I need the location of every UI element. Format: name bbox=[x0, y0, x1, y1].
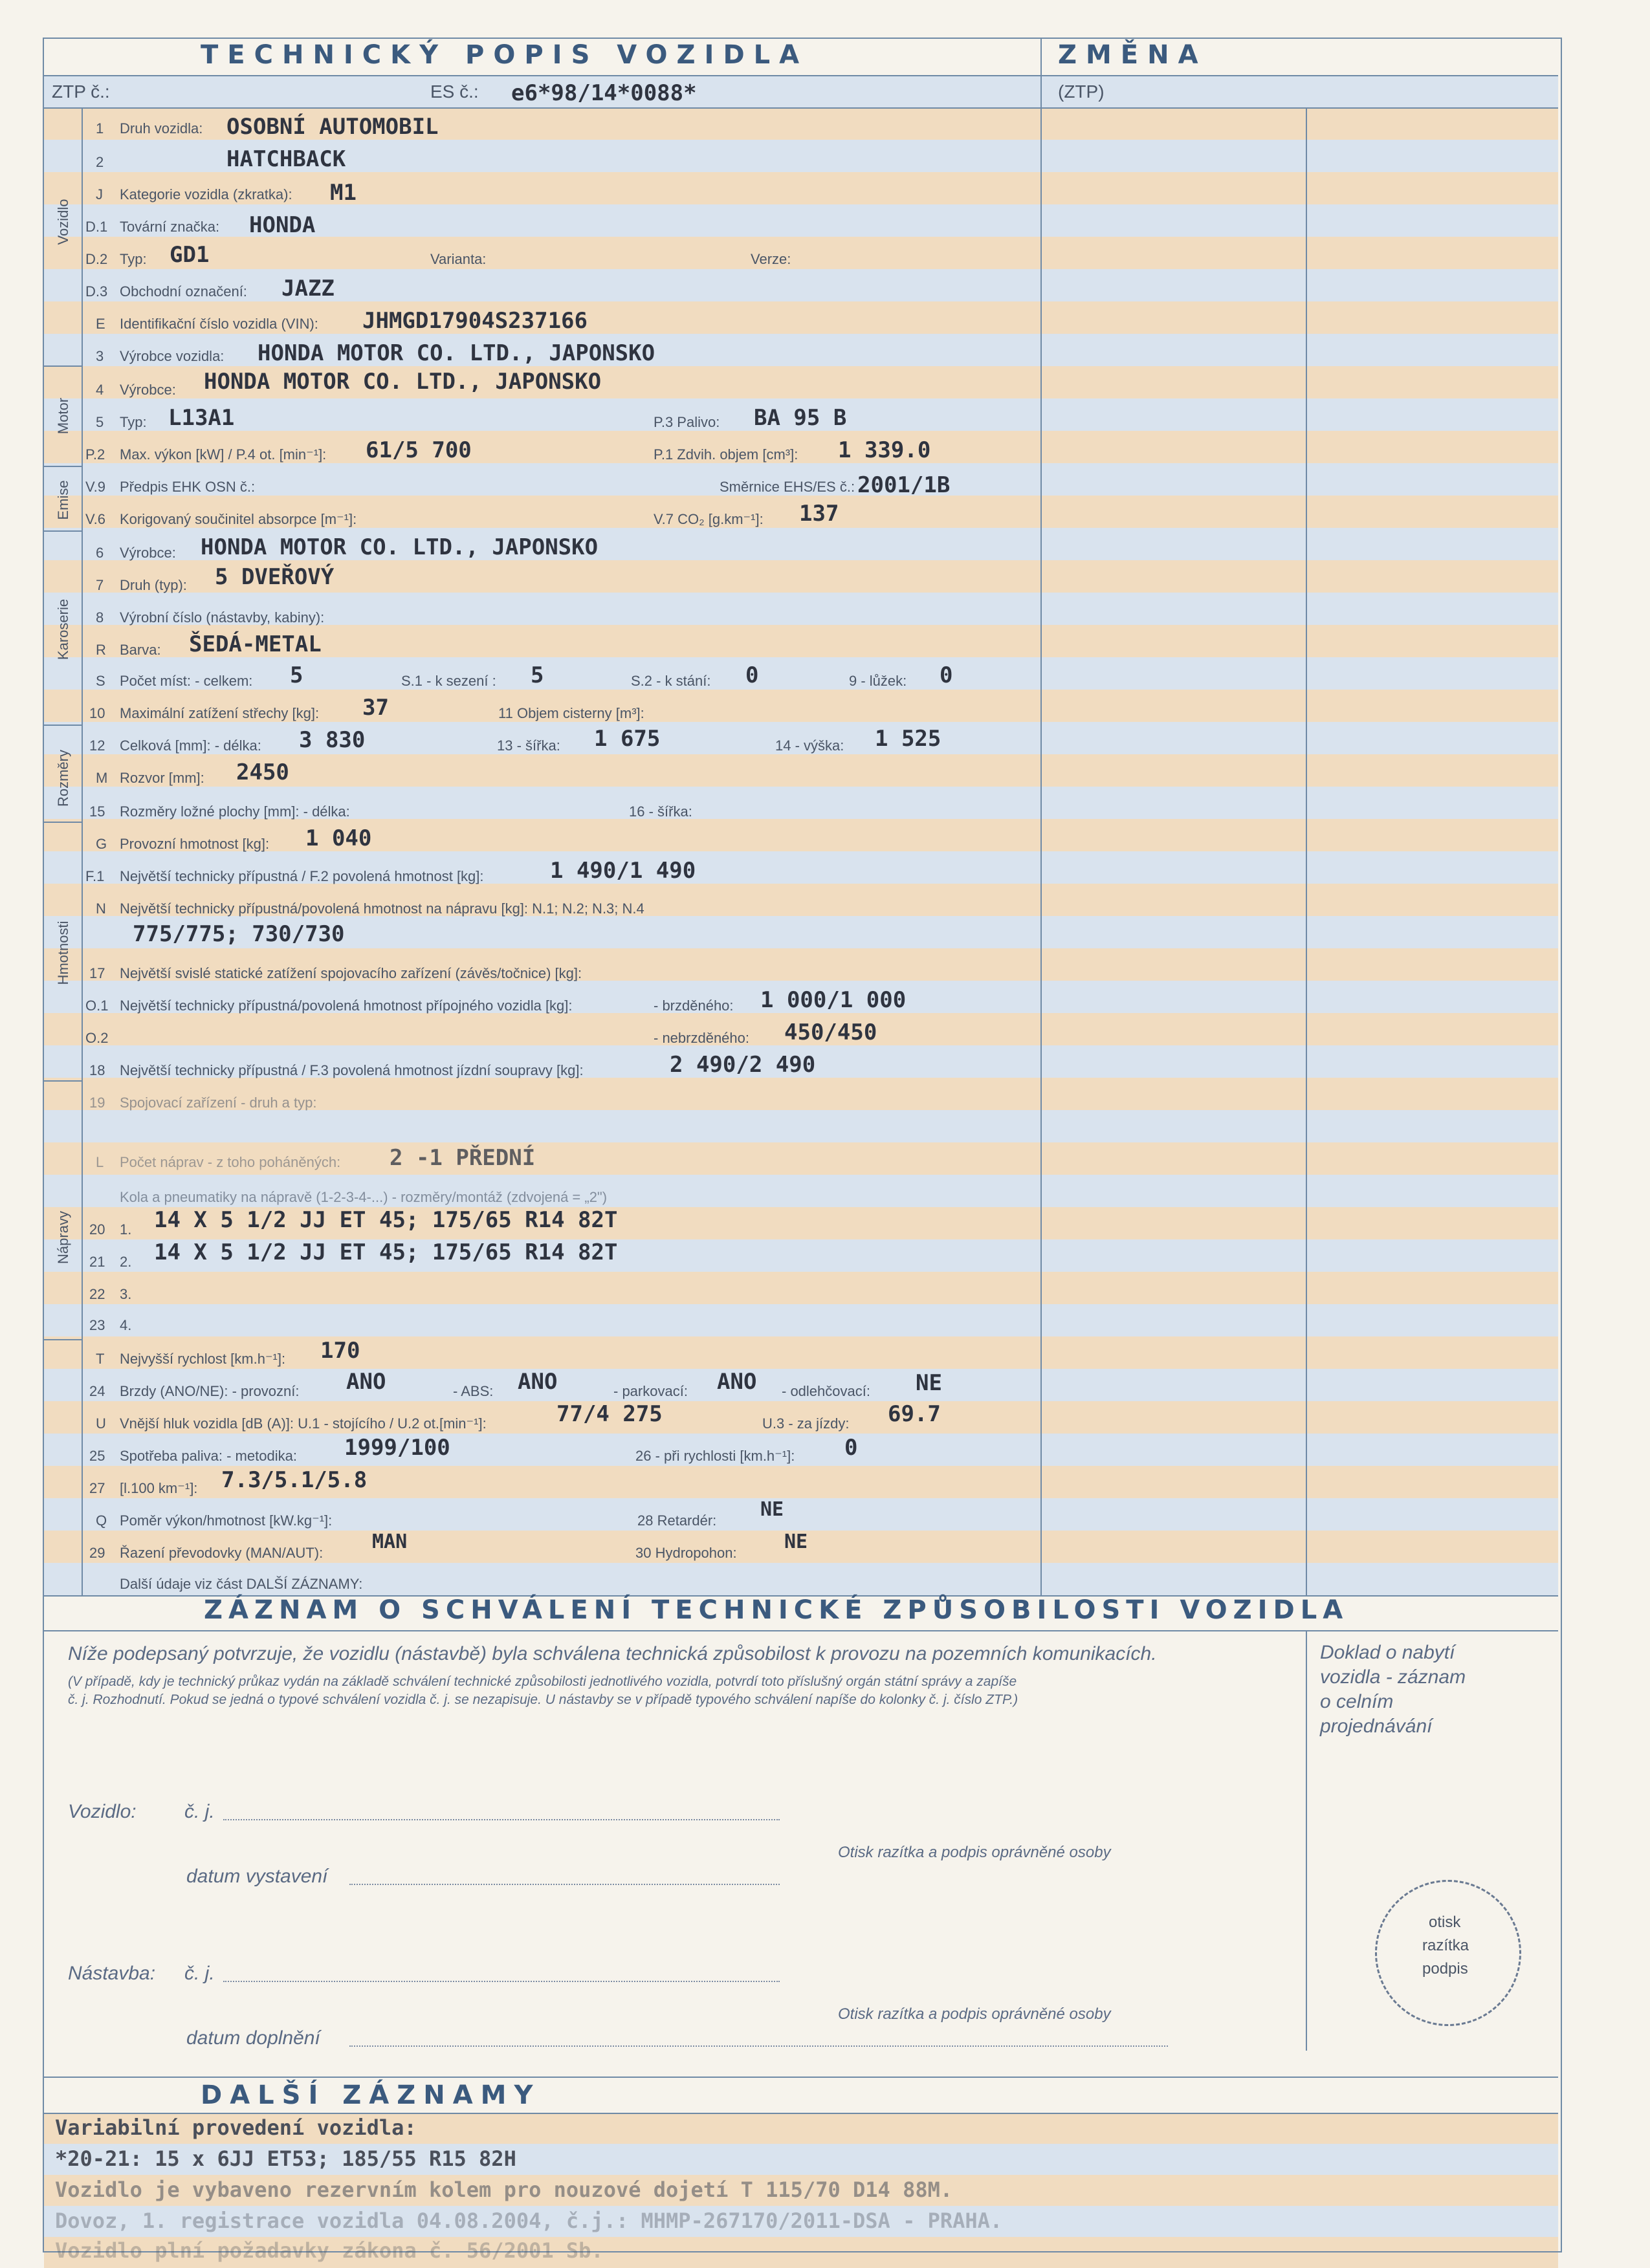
ref-number-label: č. j. bbox=[184, 1801, 215, 1822]
row-num: Q bbox=[96, 1512, 107, 1529]
trailer-braked: 1 000/1 000 bbox=[760, 987, 907, 1013]
at-speed-label: 26 - při rychlosti [km.h⁻¹]: bbox=[635, 1448, 795, 1464]
record-line: Vozidlo plní požadavky zákona č. 56/2001 Sb. bbox=[55, 2238, 604, 2263]
vehicle-category: M1 bbox=[330, 180, 357, 206]
stamp-text-3: podpis bbox=[1422, 1960, 1468, 1978]
row-label: Brzdy (ANO/NE): - provozní: bbox=[120, 1383, 300, 1399]
row-num: 7 bbox=[96, 577, 104, 593]
load-width-label: 16 - šířka: bbox=[629, 803, 692, 820]
row-label: Korigovaný součinitel absorpce [m⁻¹]: bbox=[120, 511, 357, 527]
row-label: Poměr výkon/hmotnost [kW.kg⁻¹]: bbox=[120, 1512, 333, 1529]
approval-note-1: (V případě, kdy je technický průkaz vydán na základě schválení technické způsobilosti jednotlivého vozidla, potvrdí toto příslušný orgán státní správy a zapíše bbox=[68, 1674, 1017, 1689]
row-label: Provozní hmotnost [kg]: bbox=[120, 836, 270, 852]
section-karoserie: Karoserie bbox=[55, 598, 71, 660]
fuel: BA 95 B bbox=[754, 405, 847, 431]
directive: 2001/1B bbox=[857, 472, 951, 498]
version-label: Verze: bbox=[751, 251, 791, 267]
row-num: L bbox=[96, 1154, 104, 1170]
row-num: 18 bbox=[89, 1062, 105, 1078]
row-label: Spotřeba paliva: - metodika: bbox=[120, 1448, 297, 1464]
row-label: Největší technicky přípustná/povolená hmotnost přípojného vozidla [kg]: bbox=[120, 998, 573, 1014]
length: 3 830 bbox=[299, 727, 366, 753]
row-num: 10 bbox=[89, 705, 105, 721]
ref-number-field[interactable] bbox=[223, 1819, 780, 1820]
seats-standing: 0 bbox=[745, 662, 759, 688]
engine-type: L13A1 bbox=[168, 405, 235, 431]
tyres-axle-1: 14 X 5 1/2 JJ ET 45; 175/65 R14 82T bbox=[154, 1207, 618, 1233]
row-label: Identifikační číslo vozidla (VIN): bbox=[120, 316, 318, 332]
form-title: TECHNICKÝ POPIS VOZIDLA bbox=[201, 40, 809, 70]
roof-load: 37 bbox=[362, 695, 389, 721]
row-label: Předpis EHK OSN č.: bbox=[120, 479, 256, 495]
trade-name: JAZZ bbox=[281, 276, 335, 301]
transmission: MAN bbox=[372, 1531, 408, 1553]
row-label: Kategorie vozidla (zkratka): bbox=[120, 186, 292, 202]
row-label: Max. výkon [kW] / P.4 ot. [min⁻¹]: bbox=[120, 446, 327, 463]
row-label: Maximální zatížení střechy [kg]: bbox=[120, 705, 320, 721]
axle-index: 1. bbox=[120, 1221, 132, 1238]
row-num: G bbox=[96, 836, 107, 852]
braked-label: - brzděného: bbox=[654, 998, 734, 1014]
row-num: V.6 bbox=[85, 511, 106, 527]
parking-brake: ANO bbox=[717, 1369, 757, 1395]
beds: 0 bbox=[940, 662, 953, 688]
max-weight: 1 490/1 490 bbox=[550, 858, 696, 884]
row-label: [l.100 km⁻¹]: bbox=[120, 1480, 198, 1496]
row-num: 8 bbox=[96, 609, 104, 626]
retarder-brake-label: - odlehčovací: bbox=[782, 1383, 870, 1399]
height-label: 14 - výška: bbox=[775, 737, 844, 754]
row-num: 29 bbox=[89, 1545, 105, 1561]
customs-note-1: Doklad o nabytí bbox=[1320, 1642, 1455, 1663]
row-label: Počet míst: - celkem: bbox=[120, 673, 253, 689]
row-num: O.2 bbox=[85, 1030, 109, 1046]
row-num: P.2 bbox=[85, 446, 105, 463]
section-emise: Emise bbox=[55, 480, 71, 520]
directive-label: Směrnice EHS/ES č.: bbox=[720, 479, 855, 495]
seats-standing-label: S.2 - k stání: bbox=[631, 673, 711, 689]
wheels-label: Kola a pneumatiky na nápravě (1-2-3-4-...) - rozměry/montáž (zdvojená = „2") bbox=[120, 1189, 608, 1205]
row-label: Barva: bbox=[120, 642, 161, 658]
approval-intro: Níže podepsaný potvrzuje, že vozidlu (nástavbě) byla schválena technická způsobilost k provozu na pozemních komunikacích. bbox=[68, 1643, 1157, 1664]
row-label: Řazení převodovky (MAN/AUT): bbox=[120, 1545, 324, 1561]
completion-date-label: datum doplnění bbox=[186, 2027, 320, 2049]
section-rozmery: Rozměry bbox=[55, 750, 71, 807]
abs: ANO bbox=[518, 1369, 558, 1395]
retarder-brake: NE bbox=[916, 1370, 942, 1396]
approval-title: ZÁZNAM O SCHVÁLENÍ TECHNICKÉ ZPŮSOBILOSTI VOZIDLA bbox=[204, 1595, 1349, 1625]
operating-weight: 1 040 bbox=[305, 825, 372, 851]
section-vozidlo: Vozidlo bbox=[55, 199, 71, 245]
customs-note-2: vozidla - záznam bbox=[1320, 1666, 1466, 1688]
row-label: Výrobce vozidla: bbox=[120, 348, 225, 364]
row-num: V.9 bbox=[85, 479, 106, 495]
row-label: Největší svislé statické zatížení spojovacího zařízení (závěs/točnice) [kg]: bbox=[120, 965, 582, 981]
hydro: NE bbox=[784, 1531, 808, 1553]
tank-volume-label: 11 Objem cisterny [m³]: bbox=[498, 705, 644, 721]
noise-standing: 77/4 275 bbox=[556, 1401, 663, 1427]
row-num: R bbox=[96, 642, 106, 658]
stamp-signature-note-1: Otisk razítka a podpis oprávněné osoby bbox=[838, 1844, 1111, 1861]
row-label: Výrobce: bbox=[120, 545, 176, 561]
axle-index: 3. bbox=[120, 1286, 132, 1302]
section-napravy: Nápravy bbox=[55, 1211, 71, 1264]
row-num: D.2 bbox=[85, 251, 108, 267]
seats-total: 5 bbox=[290, 662, 303, 688]
width: 1 675 bbox=[594, 726, 661, 752]
axle-index: 4. bbox=[120, 1317, 132, 1333]
service-brake: ANO bbox=[346, 1369, 386, 1395]
customs-note-3: o celním bbox=[1320, 1691, 1394, 1712]
row-num: 2 bbox=[96, 154, 104, 170]
section-hmotnosti: Hmotnosti bbox=[55, 921, 71, 985]
wheelbase: 2450 bbox=[236, 759, 289, 785]
stamp-signature-note-2: Otisk razítka a podpis oprávněné osoby bbox=[838, 2005, 1111, 2023]
tyres-axle-2: 14 X 5 1/2 JJ ET 45; 175/65 R14 82T bbox=[154, 1239, 618, 1265]
row-label: Největší technicky přípustná/povolená hmotnost na nápravu [kg]: N.1; N.2; N.3; N.4 bbox=[120, 900, 644, 917]
issue-date-label: datum vystavení bbox=[186, 1866, 328, 1887]
body-approval-label: Nástavba: bbox=[68, 1963, 156, 1984]
record-line: Variabilní provedení vozidla: bbox=[55, 2115, 417, 2140]
records-title: DALŠÍ ZÁZNAMY bbox=[201, 2080, 541, 2110]
row-num: T bbox=[96, 1351, 105, 1367]
row-label: Celková [mm]: - délka: bbox=[120, 737, 261, 754]
body-ref-number-field[interactable] bbox=[223, 1981, 780, 1982]
engine-manufacturer: HONDA MOTOR CO. LTD., JAPONSKO bbox=[204, 369, 602, 395]
row-num: 17 bbox=[89, 965, 105, 981]
row-label: Výrobce: bbox=[120, 382, 176, 398]
axle-index: 2. bbox=[120, 1254, 132, 1270]
row-label: Rozměry ložné plochy [mm]: - délka: bbox=[120, 803, 350, 820]
row-num: E bbox=[96, 316, 105, 332]
row-label: Tovární značka: bbox=[120, 219, 220, 235]
further-data-label: Další údaje viz část DALŠÍ ZÁZNAMY: bbox=[120, 1576, 363, 1592]
displacement: 1 339.0 bbox=[838, 437, 931, 463]
row-num: 19 bbox=[89, 1095, 105, 1111]
row-num: 27 bbox=[89, 1480, 105, 1496]
noise-driving-label: U.3 - za jízdy: bbox=[762, 1415, 850, 1432]
row-num: M bbox=[96, 770, 108, 786]
width-label: 13 - šířka: bbox=[497, 737, 560, 754]
vin: JHMGD17904S237166 bbox=[362, 308, 588, 334]
issue-date-field[interactable] bbox=[349, 1884, 780, 1885]
change-column-title: ZMĚNA bbox=[1058, 40, 1207, 70]
section-motor: Motor bbox=[55, 397, 71, 435]
stamp-text-1: otisk bbox=[1429, 1914, 1461, 1931]
row-label: Druh (typ): bbox=[120, 577, 187, 593]
fuel-method: 1999/100 bbox=[344, 1435, 450, 1461]
row-num: U bbox=[96, 1415, 106, 1432]
row-num: O.1 bbox=[85, 998, 109, 1014]
row-num: 20 bbox=[89, 1221, 105, 1238]
combination-weight: 2 490/2 490 bbox=[670, 1052, 816, 1078]
row-num: N bbox=[96, 900, 106, 917]
body-ref-number-label: č. j. bbox=[184, 1963, 215, 1984]
row-num: 25 bbox=[89, 1448, 105, 1464]
seats-sitting: 5 bbox=[531, 662, 544, 688]
at-speed: 0 bbox=[844, 1435, 858, 1461]
row-num: D.3 bbox=[85, 283, 108, 300]
approval-note-2: č. j. Rozhodnutí. Pokud se jedná o typové schválení vozidla č. j. se nezapisuje. U nástavby se v případě typového schválení napíše do kolonky č. j. číslo ZTP.) bbox=[68, 1692, 1018, 1707]
body-style: HATCHBACK bbox=[226, 146, 346, 172]
row-label: Největší technicky přípustná / F.2 povolená hmotnost [kg]: bbox=[120, 868, 484, 884]
row-num: 6 bbox=[96, 545, 104, 561]
fuel-consumption: 7.3/5.1/5.8 bbox=[221, 1467, 368, 1493]
color: ŠEDÁ-METAL bbox=[189, 631, 322, 657]
row-label: Počet náprav - z toho poháněných: bbox=[120, 1154, 341, 1170]
row-num: S bbox=[96, 673, 105, 689]
row-num: F.1 bbox=[85, 868, 105, 884]
row-num: D.1 bbox=[85, 219, 108, 235]
max-speed: 170 bbox=[320, 1338, 360, 1364]
unbraked-label: - nebrzděného: bbox=[654, 1030, 749, 1046]
trailer-unbraked: 450/450 bbox=[784, 1020, 877, 1045]
type: GD1 bbox=[170, 242, 210, 268]
row-num: J bbox=[96, 186, 103, 202]
displacement-label: P.1 Zdvih. objem [cm³]: bbox=[654, 446, 798, 463]
es-label: ES č.: bbox=[430, 82, 479, 102]
retarder-label: 28 Retardér: bbox=[637, 1512, 717, 1529]
variant-label: Varianta: bbox=[430, 251, 487, 267]
height: 1 525 bbox=[875, 726, 941, 752]
row-label: Druh vozidla: bbox=[120, 120, 203, 136]
record-line: *20-21: 15 x 6JJ ET53; 185/55 R15 82H bbox=[55, 2146, 516, 2171]
ztp-label: ZTP č.: bbox=[52, 82, 110, 102]
body-manufacturer: HONDA MOTOR CO. LTD., JAPONSKO bbox=[201, 534, 599, 560]
row-num: 15 bbox=[89, 803, 105, 820]
row-num: 21 bbox=[89, 1254, 105, 1270]
row-label: Typ: bbox=[120, 414, 147, 430]
abs-label: - ABS: bbox=[453, 1383, 494, 1399]
row-label: Obchodní označení: bbox=[120, 283, 247, 300]
vehicle-kind: OSOBNÍ AUTOMOBIL bbox=[226, 114, 439, 140]
hydro-label: 30 Hydropohon: bbox=[635, 1545, 737, 1561]
ztp-change-label: (ZTP) bbox=[1058, 82, 1105, 102]
row-label: Typ: bbox=[120, 251, 147, 267]
co2-label: V.7 CO₂ [g.km⁻¹]: bbox=[654, 511, 764, 527]
row-label: Nejvyšší rychlost [km.h⁻¹]: bbox=[120, 1351, 286, 1367]
axle-weights: 775/775; 730/730 bbox=[133, 921, 345, 947]
es-number: e6*98/14*0088* bbox=[511, 80, 697, 106]
record-line: Vozidlo je vybaveno rezervním kolem pro nouzové dojetí T 115/70 D14 88M. bbox=[55, 2177, 953, 2202]
row-label: Rozvor [mm]: bbox=[120, 770, 204, 786]
completion-date-field[interactable] bbox=[349, 2045, 1168, 2047]
row-num: 12 bbox=[89, 737, 105, 754]
seats-sitting-label: S.1 - k sezení : bbox=[401, 673, 496, 689]
noise-driving: 69.7 bbox=[888, 1401, 941, 1427]
beds-label: 9 - lůžek: bbox=[849, 673, 907, 689]
brand: HONDA bbox=[249, 212, 316, 238]
body-type: 5 DVEŘOVÝ bbox=[215, 564, 335, 590]
row-label: Největší technicky přípustná / F.3 povolená hmotnost jízdní soupravy [kg]: bbox=[120, 1062, 584, 1078]
retarder: NE bbox=[760, 1498, 784, 1521]
row-num: 22 bbox=[89, 1286, 105, 1302]
row-num: 24 bbox=[89, 1383, 105, 1399]
customs-note-4: projednávání bbox=[1320, 1716, 1433, 1737]
vehicle-approval-label: Vozidlo: bbox=[68, 1801, 137, 1822]
fuel-label: P.3 Palivo: bbox=[654, 414, 720, 430]
axles: 2 -1 PŘEDNÍ bbox=[390, 1145, 536, 1171]
co2: 137 bbox=[799, 501, 839, 527]
max-power: 61/5 700 bbox=[366, 437, 472, 463]
row-num: 5 bbox=[96, 414, 104, 430]
parking-brake-label: - parkovací: bbox=[613, 1383, 688, 1399]
stamp-text-2: razítka bbox=[1422, 1937, 1469, 1954]
vehicle-manufacturer: HONDA MOTOR CO. LTD., JAPONSKO bbox=[258, 340, 655, 366]
row-label: Vnější hluk vozidla [dB (A)]: U.1 - stojícího / U.2 ot.[min⁻¹]: bbox=[120, 1415, 487, 1432]
row-num: 1 bbox=[96, 120, 104, 136]
row-num: 3 bbox=[96, 348, 104, 364]
row-label: Výrobní číslo (nástavby, kabiny): bbox=[120, 609, 325, 626]
row-num: 4 bbox=[96, 382, 104, 398]
row-num: 23 bbox=[89, 1317, 105, 1333]
row-label: Spojovací zařízení - druh a typ: bbox=[120, 1095, 317, 1111]
record-line: Dovoz, 1. registrace vozidla 04.08.2004, č.j.: MHMP-267170/2011-DSA - PRAHA. bbox=[55, 2208, 1003, 2233]
